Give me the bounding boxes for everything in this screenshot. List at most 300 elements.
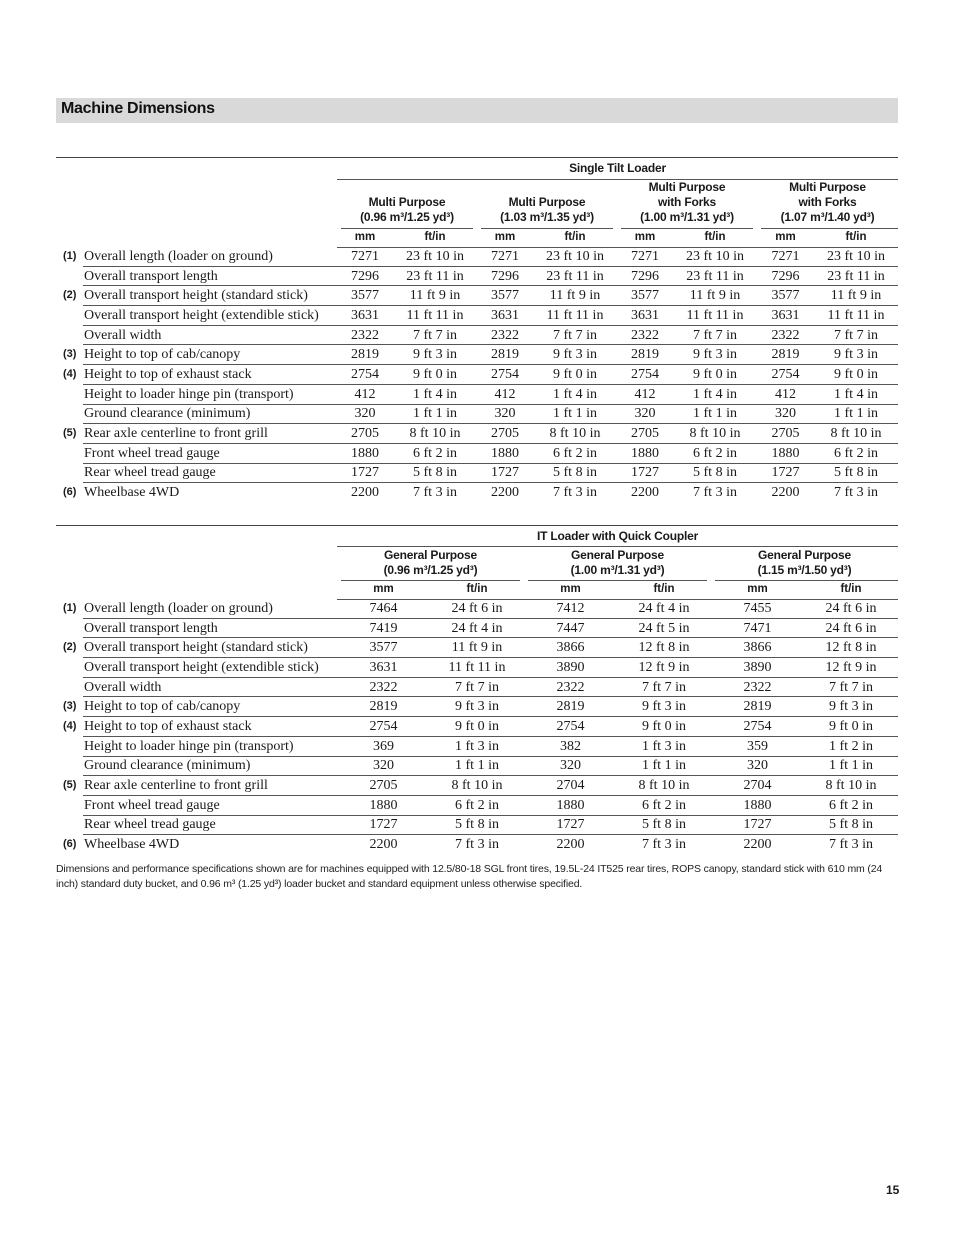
row-label: Overall transport length bbox=[83, 618, 337, 638]
row-label: Overall width bbox=[83, 677, 337, 697]
value-ft-in: 1 ft 1 in bbox=[804, 756, 898, 776]
value-mm: 369 bbox=[337, 736, 430, 756]
row-label: Height to loader hinge pin (transport) bbox=[83, 736, 337, 756]
section-title: Machine Dimensions bbox=[61, 100, 215, 117]
unit-header: mm bbox=[354, 231, 376, 243]
value-ft-in: 9 ft 3 in bbox=[393, 345, 477, 365]
table1-group-header bbox=[477, 180, 617, 225]
value-ft-in: 5 ft 8 in bbox=[673, 463, 757, 483]
value-ft-in: 12 ft 9 in bbox=[804, 658, 898, 678]
table-row bbox=[56, 247, 898, 266]
value-mm: 7447 bbox=[524, 618, 617, 638]
value-mm: 1727 bbox=[757, 463, 814, 483]
group-header-line: (1.03 m³/1.35 yd³) bbox=[500, 210, 594, 224]
value-ft-in: 6 ft 2 in bbox=[804, 795, 898, 815]
value-mm: 2705 bbox=[617, 424, 673, 444]
value-mm: 2705 bbox=[337, 424, 393, 444]
table-row bbox=[56, 404, 898, 424]
table1-dimensions bbox=[56, 247, 898, 502]
table2-group-header bbox=[524, 548, 711, 578]
table2-dimensions bbox=[56, 599, 898, 854]
value-mm: 7455 bbox=[711, 599, 804, 618]
value-mm: 2322 bbox=[617, 325, 673, 345]
table2-group-rule bbox=[341, 580, 520, 581]
value-mm: 2200 bbox=[369, 837, 398, 853]
value-ft-in: 9 ft 0 in bbox=[617, 717, 711, 737]
value-ft-in: 7 ft 7 in bbox=[814, 325, 898, 345]
table2-group-rule bbox=[715, 580, 898, 581]
value-ft-in: 11 ft 11 in bbox=[673, 306, 757, 326]
value-mm: 1727 bbox=[477, 463, 533, 483]
row-callout-number bbox=[56, 266, 83, 286]
table1-group-header bbox=[617, 180, 757, 225]
value-ft-in: 7 ft 3 in bbox=[642, 837, 686, 853]
table-row bbox=[56, 677, 898, 697]
value-ft-in: 9 ft 0 in bbox=[430, 717, 524, 737]
table2-group-header bbox=[337, 548, 524, 578]
value-mm: 412 bbox=[617, 384, 673, 404]
group-header-line bbox=[337, 180, 477, 195]
row-callout-number bbox=[56, 815, 83, 835]
table-row bbox=[56, 463, 898, 483]
value-mm: 2200 bbox=[771, 485, 800, 501]
unit-header: mm bbox=[747, 583, 768, 595]
unit-header: mm bbox=[634, 231, 656, 243]
value-ft-in: 8 ft 10 in bbox=[393, 424, 477, 444]
row-label: Ground clearance (minimum) bbox=[83, 756, 337, 776]
row-callout-number bbox=[56, 756, 83, 776]
value-ft-in: 1 ft 4 in bbox=[533, 384, 617, 404]
value-ft-in: 1 ft 1 in bbox=[673, 404, 757, 424]
value-ft-in: 1 ft 4 in bbox=[814, 384, 898, 404]
value-ft-in: 9 ft 3 in bbox=[814, 345, 898, 365]
table1-group-rule bbox=[481, 228, 613, 229]
value-ft-in: 6 ft 2 in bbox=[533, 443, 617, 463]
group-header-line: (1.00 m³/1.31 yd³) bbox=[640, 210, 734, 224]
value-ft-in: 7 ft 7 in bbox=[617, 677, 711, 697]
value-mm: 3631 bbox=[617, 306, 673, 326]
value-ft-in: 1 ft 1 in bbox=[617, 756, 711, 776]
row-callout-number: (3) bbox=[63, 700, 77, 713]
value-ft-in: 23 ft 10 in bbox=[673, 247, 757, 266]
value-ft-in: 23 ft 11 in bbox=[814, 266, 898, 286]
row-label: Height to loader hinge pin (transport) bbox=[83, 384, 337, 404]
value-mm: 2754 bbox=[617, 365, 673, 385]
row-callout-number bbox=[56, 384, 83, 404]
row-callout-number bbox=[56, 463, 83, 483]
row-label: Rear axle centerline to front grill bbox=[83, 424, 337, 444]
value-ft-in: 5 ft 8 in bbox=[430, 815, 524, 835]
value-ft-in: 24 ft 6 in bbox=[430, 599, 524, 618]
value-ft-in: 11 ft 9 in bbox=[814, 286, 898, 306]
table-row bbox=[56, 815, 898, 835]
value-ft-in: 7 ft 3 in bbox=[455, 837, 499, 853]
value-mm: 2754 bbox=[524, 717, 617, 737]
value-mm: 7296 bbox=[617, 266, 673, 286]
value-ft-in: 24 ft 4 in bbox=[430, 618, 524, 638]
value-mm: 2819 bbox=[524, 697, 617, 717]
unit-header: mm bbox=[775, 231, 796, 243]
value-ft-in: 11 ft 11 in bbox=[814, 306, 898, 326]
value-mm: 359 bbox=[711, 736, 804, 756]
value-ft-in: 11 ft 9 in bbox=[533, 286, 617, 306]
footnote: Dimensions and performance specifications shown are for machines equipped with 12.5/80-18 SGL front tires, 19.5L-24 IT525 rear tires, ROPS canopy, standard stick with 610 mm (24 inch) standard duty bucket, and 0.96 m³ (1.25 yd³) loader bucket and standard equipment unless otherwise specified. bbox=[56, 863, 883, 890]
row-label: Rear wheel tread gauge bbox=[83, 463, 337, 483]
value-mm: 1880 bbox=[477, 443, 533, 463]
value-mm: 2322 bbox=[337, 325, 393, 345]
value-mm: 320 bbox=[337, 404, 393, 424]
value-ft-in: 23 ft 10 in bbox=[533, 247, 617, 266]
page-number: 15 bbox=[886, 1183, 900, 1197]
value-mm: 3577 bbox=[337, 286, 393, 306]
value-ft-in: 12 ft 8 in bbox=[804, 638, 898, 658]
value-mm: 3890 bbox=[711, 658, 804, 678]
value-ft-in: 9 ft 0 in bbox=[804, 717, 898, 737]
value-ft-in: 24 ft 6 in bbox=[804, 599, 898, 618]
row-callout-number bbox=[56, 618, 83, 638]
row-label: Overall length (loader on ground) bbox=[83, 247, 337, 266]
value-mm: 3866 bbox=[524, 638, 617, 658]
value-mm: 320 bbox=[617, 404, 673, 424]
row-callout-number: (4) bbox=[63, 719, 77, 732]
value-ft-in: 8 ft 10 in bbox=[814, 424, 898, 444]
value-ft-in: 12 ft 9 in bbox=[617, 658, 711, 678]
row-label: Height to top of cab/canopy bbox=[83, 697, 337, 717]
group-header-line bbox=[477, 180, 617, 195]
row-label: Rear axle centerline to front grill bbox=[83, 776, 337, 796]
value-ft-in: 7 ft 7 in bbox=[393, 325, 477, 345]
value-ft-in: 11 ft 9 in bbox=[673, 286, 757, 306]
row-callout-number: (1) bbox=[63, 602, 77, 615]
row-label: Overall transport height (standard stick) bbox=[83, 286, 337, 306]
value-mm: 2754 bbox=[337, 365, 393, 385]
value-ft-in: 9 ft 3 in bbox=[617, 697, 711, 717]
value-mm: 7296 bbox=[337, 266, 393, 286]
value-mm: 3866 bbox=[711, 638, 804, 658]
value-mm: 3631 bbox=[337, 306, 393, 326]
value-ft-in: 7 ft 7 in bbox=[430, 677, 524, 697]
group-header-line: Multi Purpose bbox=[789, 180, 866, 194]
value-mm: 3631 bbox=[757, 306, 814, 326]
value-ft-in: 7 ft 3 in bbox=[413, 485, 457, 501]
value-mm: 2819 bbox=[711, 697, 804, 717]
row-label: Rear wheel tread gauge bbox=[83, 815, 337, 835]
value-ft-in: 11 ft 9 in bbox=[430, 638, 524, 658]
row-label: Ground clearance (minimum) bbox=[83, 404, 337, 424]
row-callout-number bbox=[56, 736, 83, 756]
value-ft-in: 9 ft 0 in bbox=[393, 365, 477, 385]
group-header-line: (1.15 m³/1.50 yd³) bbox=[757, 563, 852, 577]
value-mm: 2322 bbox=[757, 325, 814, 345]
table-row bbox=[56, 443, 898, 463]
value-mm: 7296 bbox=[757, 266, 814, 286]
value-mm: 2200 bbox=[351, 485, 379, 501]
group-header-line: General Purpose bbox=[570, 548, 665, 562]
value-mm: 2200 bbox=[743, 837, 772, 853]
group-header-line: Multi Purpose bbox=[508, 195, 586, 209]
value-ft-in: 1 ft 1 in bbox=[814, 404, 898, 424]
table-row bbox=[56, 638, 898, 658]
value-ft-in: 1 ft 2 in bbox=[804, 736, 898, 756]
value-mm: 1727 bbox=[337, 815, 430, 835]
value-mm: 320 bbox=[477, 404, 533, 424]
row-callout-number: (2) bbox=[63, 641, 77, 654]
row-label: Front wheel tread gauge bbox=[83, 443, 337, 463]
table-row bbox=[56, 658, 898, 678]
value-mm: 7271 bbox=[337, 247, 393, 266]
table-row bbox=[56, 736, 898, 756]
value-ft-in: 11 ft 9 in bbox=[393, 286, 477, 306]
row-callout-number: (1) bbox=[63, 250, 77, 263]
value-ft-in: 9 ft 3 in bbox=[804, 697, 898, 717]
value-ft-in: 1 ft 1 in bbox=[393, 404, 477, 424]
unit-header: ft/in bbox=[564, 231, 586, 243]
row-label: Front wheel tread gauge bbox=[83, 795, 337, 815]
unit-header: ft/in bbox=[840, 583, 862, 595]
unit-header: ft/in bbox=[653, 583, 675, 595]
table-row bbox=[56, 345, 898, 365]
table2-group-rule bbox=[528, 580, 707, 581]
table1-group-rule bbox=[621, 228, 753, 229]
table1-group-rule bbox=[761, 228, 898, 229]
value-ft-in: 23 ft 11 in bbox=[393, 266, 477, 286]
value-ft-in: 6 ft 2 in bbox=[673, 443, 757, 463]
value-mm: 2704 bbox=[711, 776, 804, 796]
row-label: Wheelbase 4WD bbox=[84, 485, 180, 501]
value-ft-in: 11 ft 11 in bbox=[430, 658, 524, 678]
table-row bbox=[56, 384, 898, 404]
value-mm: 7464 bbox=[337, 599, 430, 618]
value-mm: 2705 bbox=[337, 776, 430, 796]
value-mm: 3577 bbox=[477, 286, 533, 306]
value-mm: 7419 bbox=[337, 618, 430, 638]
value-ft-in: 7 ft 7 in bbox=[673, 325, 757, 345]
row-label: Height to top of cab/canopy bbox=[83, 345, 337, 365]
value-ft-in: 5 ft 8 in bbox=[814, 463, 898, 483]
value-ft-in: 6 ft 2 in bbox=[617, 795, 711, 815]
table1-group-rule bbox=[341, 228, 473, 229]
value-ft-in: 23 ft 11 in bbox=[673, 266, 757, 286]
group-header-line: Multi Purpose bbox=[368, 195, 446, 209]
value-ft-in: 11 ft 11 in bbox=[533, 306, 617, 326]
value-ft-in: 8 ft 10 in bbox=[533, 424, 617, 444]
group-header-line: Multi Purpose bbox=[648, 180, 726, 194]
value-mm: 2754 bbox=[477, 365, 533, 385]
value-mm: 2819 bbox=[337, 345, 393, 365]
value-ft-in: 24 ft 4 in bbox=[617, 599, 711, 618]
row-callout-number bbox=[56, 443, 83, 463]
value-ft-in: 9 ft 0 in bbox=[814, 365, 898, 385]
table2-group-header bbox=[711, 548, 898, 578]
table-row bbox=[56, 599, 898, 618]
table2-top-rule bbox=[56, 525, 898, 526]
value-mm: 7296 bbox=[477, 266, 533, 286]
value-ft-in: 7 ft 7 in bbox=[533, 325, 617, 345]
value-mm: 7471 bbox=[711, 618, 804, 638]
value-mm: 412 bbox=[757, 384, 814, 404]
value-mm: 412 bbox=[337, 384, 393, 404]
value-ft-in: 9 ft 3 in bbox=[430, 697, 524, 717]
value-ft-in: 9 ft 3 in bbox=[673, 345, 757, 365]
table-row bbox=[56, 483, 898, 502]
value-mm: 3577 bbox=[757, 286, 814, 306]
value-mm: 412 bbox=[477, 384, 533, 404]
row-callout-number: (6) bbox=[63, 837, 77, 850]
value-mm: 3631 bbox=[477, 306, 533, 326]
value-ft-in: 1 ft 1 in bbox=[430, 756, 524, 776]
unit-header: ft/in bbox=[424, 231, 446, 243]
row-callout-number: (4) bbox=[63, 367, 77, 380]
unit-header: ft/in bbox=[845, 231, 867, 243]
row-callout-number bbox=[56, 677, 83, 697]
group-header-line: with Forks bbox=[798, 195, 857, 209]
table1-top-rule bbox=[56, 157, 898, 158]
value-mm: 3577 bbox=[617, 286, 673, 306]
value-ft-in: 1 ft 4 in bbox=[673, 384, 757, 404]
group-header-line: (0.96 m³/1.25 yd³) bbox=[383, 563, 478, 577]
value-mm: 2754 bbox=[711, 717, 804, 737]
value-ft-in: 8 ft 10 in bbox=[617, 776, 711, 796]
unit-header: ft/in bbox=[466, 583, 488, 595]
value-mm: 1880 bbox=[711, 795, 804, 815]
value-ft-in: 23 ft 11 in bbox=[533, 266, 617, 286]
value-ft-in: 24 ft 6 in bbox=[804, 618, 898, 638]
table-row bbox=[56, 365, 898, 385]
row-callout-number: (2) bbox=[63, 289, 77, 302]
value-mm: 2819 bbox=[617, 345, 673, 365]
value-ft-in: 5 ft 8 in bbox=[617, 815, 711, 835]
row-label: Overall transport height (extendible stick) bbox=[83, 306, 337, 326]
value-mm: 1880 bbox=[337, 795, 430, 815]
value-mm: 1727 bbox=[617, 463, 673, 483]
unit-header: ft/in bbox=[704, 231, 726, 243]
section-header-bar bbox=[56, 98, 898, 123]
value-mm: 1727 bbox=[337, 463, 393, 483]
value-mm: 7412 bbox=[524, 599, 617, 618]
value-mm: 320 bbox=[524, 756, 617, 776]
value-ft-in: 23 ft 10 in bbox=[393, 247, 477, 266]
table-row bbox=[56, 286, 898, 306]
table2-band-rule bbox=[337, 546, 898, 547]
group-header-line: (0.96 m³/1.25 yd³) bbox=[360, 210, 454, 224]
value-mm: 2819 bbox=[477, 345, 533, 365]
unit-header: mm bbox=[560, 583, 581, 595]
value-ft-in: 7 ft 3 in bbox=[553, 485, 597, 501]
value-ft-in: 24 ft 5 in bbox=[617, 618, 711, 638]
value-mm: 2704 bbox=[524, 776, 617, 796]
row-callout-number bbox=[56, 325, 83, 345]
row-label: Wheelbase 4WD bbox=[84, 837, 180, 853]
value-mm: 1880 bbox=[524, 795, 617, 815]
table-row bbox=[56, 776, 898, 796]
value-ft-in: 6 ft 2 in bbox=[814, 443, 898, 463]
row-label: Height to top of exhaust stack bbox=[83, 717, 337, 737]
group-header-line: with Forks bbox=[657, 195, 716, 209]
value-ft-in: 7 ft 3 in bbox=[829, 837, 873, 853]
value-mm: 320 bbox=[757, 404, 814, 424]
table1-group-header bbox=[337, 180, 477, 225]
table1-group-header bbox=[757, 180, 898, 225]
table-row bbox=[56, 424, 898, 444]
value-ft-in: 9 ft 0 in bbox=[533, 365, 617, 385]
value-mm: 1727 bbox=[524, 815, 617, 835]
value-mm: 2819 bbox=[757, 345, 814, 365]
row-callout-number: (5) bbox=[63, 779, 77, 792]
value-mm: 2322 bbox=[337, 677, 430, 697]
value-ft-in: 8 ft 10 in bbox=[804, 776, 898, 796]
value-mm: 3631 bbox=[337, 658, 430, 678]
value-mm: 3890 bbox=[524, 658, 617, 678]
value-mm: 1727 bbox=[711, 815, 804, 835]
value-mm: 2200 bbox=[491, 485, 519, 501]
table-row bbox=[56, 306, 898, 326]
value-ft-in: 1 ft 1 in bbox=[533, 404, 617, 424]
value-mm: 3577 bbox=[337, 638, 430, 658]
row-callout-number bbox=[56, 795, 83, 815]
table-row bbox=[56, 835, 898, 854]
value-ft-in: 5 ft 8 in bbox=[533, 463, 617, 483]
value-ft-in: 6 ft 2 in bbox=[393, 443, 477, 463]
table-row bbox=[56, 618, 898, 638]
row-callout-number bbox=[56, 404, 83, 424]
value-mm: 382 bbox=[524, 736, 617, 756]
row-label: Overall length (loader on ground) bbox=[83, 599, 337, 618]
value-ft-in: 9 ft 0 in bbox=[673, 365, 757, 385]
value-mm: 320 bbox=[337, 756, 430, 776]
table-row bbox=[56, 717, 898, 737]
group-header-line: General Purpose bbox=[383, 548, 478, 562]
table-row bbox=[56, 795, 898, 815]
row-callout-number bbox=[56, 658, 83, 678]
value-mm: 320 bbox=[711, 756, 804, 776]
row-callout-number: (6) bbox=[63, 485, 77, 498]
group-header-line: (1.00 m³/1.31 yd³) bbox=[570, 563, 665, 577]
value-ft-in: 1 ft 4 in bbox=[393, 384, 477, 404]
value-ft-in: 5 ft 8 in bbox=[804, 815, 898, 835]
row-callout-number bbox=[56, 306, 83, 326]
value-ft-in: 7 ft 7 in bbox=[804, 677, 898, 697]
row-label: Overall transport height (standard stick) bbox=[83, 638, 337, 658]
table-row bbox=[56, 266, 898, 286]
table1-band-title: Single Tilt Loader bbox=[569, 161, 666, 175]
value-ft-in: 12 ft 8 in bbox=[617, 638, 711, 658]
value-ft-in: 6 ft 2 in bbox=[430, 795, 524, 815]
value-ft-in: 1 ft 3 in bbox=[430, 736, 524, 756]
unit-header: mm bbox=[494, 231, 516, 243]
value-ft-in: 11 ft 11 in bbox=[393, 306, 477, 326]
value-mm: 1880 bbox=[757, 443, 814, 463]
value-mm: 2322 bbox=[477, 325, 533, 345]
row-callout-number: (5) bbox=[63, 427, 77, 440]
value-mm: 2754 bbox=[757, 365, 814, 385]
group-header-line: (1.07 m³/1.40 yd³) bbox=[780, 210, 875, 224]
value-ft-in: 7 ft 3 in bbox=[693, 485, 737, 501]
value-mm: 2705 bbox=[477, 424, 533, 444]
value-ft-in: 8 ft 10 in bbox=[430, 776, 524, 796]
value-ft-in: 7 ft 3 in bbox=[834, 485, 878, 501]
row-label: Height to top of exhaust stack bbox=[83, 365, 337, 385]
value-ft-in: 9 ft 3 in bbox=[533, 345, 617, 365]
value-ft-in: 1 ft 3 in bbox=[617, 736, 711, 756]
row-label: Overall transport height (extendible stick) bbox=[83, 658, 337, 678]
value-mm: 2705 bbox=[757, 424, 814, 444]
value-mm: 7271 bbox=[477, 247, 533, 266]
value-mm: 2200 bbox=[556, 837, 585, 853]
table-row bbox=[56, 756, 898, 776]
value-mm: 1880 bbox=[337, 443, 393, 463]
value-mm: 7271 bbox=[757, 247, 814, 266]
row-callout-number: (3) bbox=[63, 348, 77, 361]
